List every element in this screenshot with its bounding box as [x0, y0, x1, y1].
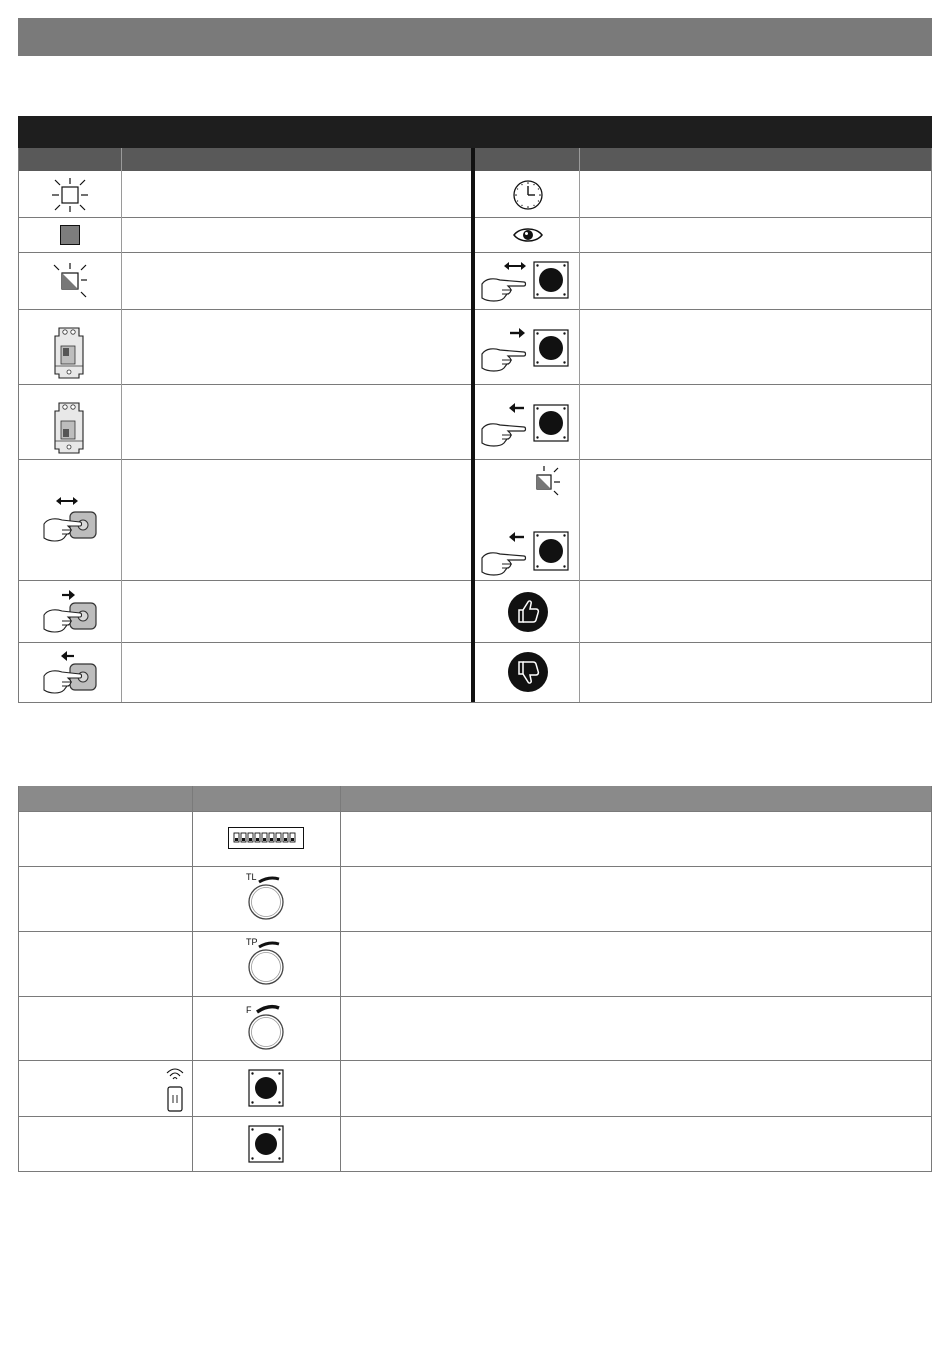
tl-label: TL: [246, 872, 257, 882]
legend-title-band: [18, 116, 932, 148]
eye-icon: [512, 225, 544, 245]
column-divider: [579, 148, 580, 702]
row-divider: [18, 1116, 932, 1117]
press-button-icon: [42, 587, 98, 637]
column-divider: [18, 148, 19, 702]
circuit-breaker-on-icon: [53, 326, 87, 380]
row-divider: [18, 996, 932, 997]
column-divider: [18, 786, 19, 1171]
circuit-breaker-off-icon: [53, 401, 87, 455]
row-divider: [18, 702, 932, 703]
column-divider: [121, 148, 122, 702]
row-divider: [18, 866, 932, 867]
clock-icon: [512, 179, 544, 211]
dip-switch-icon: [228, 827, 304, 849]
legend-table-header: [18, 148, 932, 171]
controls-table-header: [18, 786, 932, 811]
row-divider: [18, 252, 932, 253]
row-divider: [18, 309, 932, 310]
row-divider: [18, 1060, 932, 1061]
release-switch-icon: [480, 528, 572, 574]
release-button-icon: [42, 648, 98, 698]
remote-button-icon: [248, 1069, 284, 1107]
row-divider: [18, 384, 932, 385]
light-on-icon: [60, 225, 80, 245]
light-blinking-icon: [50, 177, 90, 213]
row-divider: [18, 580, 932, 581]
thumbs-down-icon: [507, 651, 549, 693]
push-button-icon: [248, 1125, 284, 1163]
row-divider: [18, 217, 932, 218]
column-divider: [931, 148, 932, 702]
press-switch-icon: [480, 324, 572, 370]
remote-icon: [163, 1065, 187, 1113]
f-label: F: [246, 1005, 252, 1015]
row-divider: [18, 1171, 932, 1172]
top-header-bar: [18, 18, 932, 56]
row-divider: [18, 931, 932, 932]
column-divider: [931, 786, 932, 1171]
row-divider: [18, 811, 932, 812]
tp-label: TP: [246, 937, 258, 947]
release-switch-icon: [480, 399, 572, 445]
column-divider: [192, 786, 193, 1171]
thumbs-up-icon: [507, 591, 549, 633]
row-divider: [18, 642, 932, 643]
light-flashing-icon: [50, 262, 90, 300]
light-flashing-icon: [528, 465, 562, 497]
press-and-hold-switch-icon: [480, 258, 572, 304]
press-and-hold-button-icon: [42, 494, 98, 544]
column-divider: [340, 786, 341, 1171]
center-divider: [471, 148, 475, 702]
row-divider: [18, 459, 932, 460]
